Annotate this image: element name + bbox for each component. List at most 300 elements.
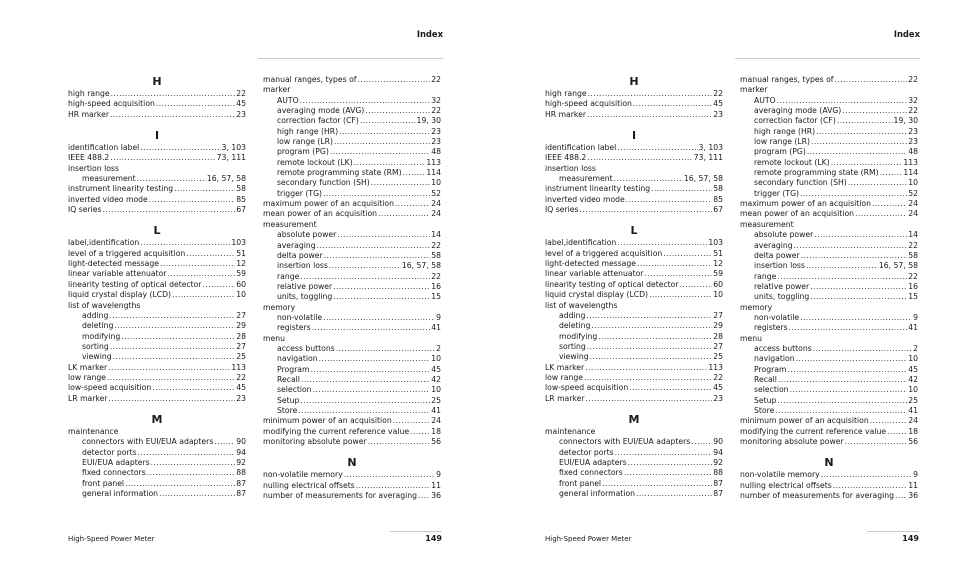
dot-leader [807,147,907,157]
entry-term: menu [740,333,762,343]
index-section-letter: L [153,224,161,238]
page-reference: 24 [908,416,918,426]
entry-term: nulling electrical offsets [263,480,355,490]
index-subentry [263,375,441,385]
dot-leader [811,137,907,147]
index-subentry [263,354,441,364]
dot-leader [358,75,431,85]
entry-term: high range [545,89,587,98]
entry-term: deleting [559,321,591,331]
running-header: Index [893,29,920,39]
index-entry [545,89,723,99]
index-subentry [263,292,441,302]
dot-leader [777,96,908,106]
entry-term: selection [754,385,789,395]
page-reference: 23 [236,393,246,403]
entry-term: low range [545,372,583,382]
entry-term: non-volatile [277,312,323,322]
index-entry [263,303,441,313]
dot-leader [121,332,235,342]
index-entry [68,394,246,404]
dot-leader [167,269,235,279]
index-subentry [740,354,918,364]
index-entry [740,303,918,313]
index-entry [545,164,723,174]
dot-leader [790,385,908,395]
index-subentry [545,458,723,468]
index-subentry [740,168,918,178]
entry-term: low range (LR) [277,137,333,147]
entry-term: maintenance [545,426,596,436]
index-subentry [740,406,918,416]
page-reference: 87 [236,478,246,488]
index-subentry [545,321,723,331]
page-reference: 16 [908,281,918,291]
index-entry [68,143,246,153]
page-reference: 18 [908,426,918,436]
index-entry [740,470,918,480]
dot-leader [821,470,912,480]
page-reference: 88 [713,468,723,478]
dot-leader [138,448,236,458]
index-subentry [68,468,246,478]
dot-leader [214,437,235,447]
dot-leader [317,241,431,251]
index-subentry [740,313,918,323]
index-subentry [740,241,918,251]
dot-leader [617,238,707,248]
index-entry [545,269,723,279]
dot-leader [626,195,712,205]
entry-term: EUI/EUA adapters [559,457,627,467]
page-reference: 103 [708,238,723,248]
index-subentry [740,251,918,261]
dot-leader [794,241,908,251]
dot-leader [323,189,430,199]
page-reference: 52 [908,188,918,198]
page-reference: 15 [431,292,441,302]
page-reference: 9 [436,312,441,322]
page-reference: 25 [713,352,723,362]
index-subentry [545,479,723,489]
dot-leader [186,249,235,259]
page-reference: 94 [236,447,246,457]
entry-term: averaging mode (AVG) [277,106,365,116]
page-reference: 67 [236,205,246,215]
entry-term: HR marker [545,109,586,119]
entry-term: detector ports [559,447,614,457]
entry-term: general information [82,489,159,498]
entry-term: AUTO [277,95,299,105]
dot-leader [300,96,431,106]
dot-leader [110,110,235,120]
dot-leader [837,116,893,126]
dot-leader [156,99,235,109]
index-entry [545,427,723,437]
page-reference: 25 [431,395,441,405]
footer-doc-title: High-Speed Power Meter [545,535,632,543]
page-reference: 28 [713,331,723,341]
index-subentry [545,332,723,342]
index-section-letter: H [629,75,639,88]
dot-leader [663,249,712,259]
page-reference: 16, 57, 58 [206,174,246,184]
page-reference: 51 [713,248,723,258]
section-gap [545,215,723,224]
entry-term: high range (HR) [277,126,339,136]
dot-leader [360,116,416,126]
page-reference: 22 [908,240,918,250]
entry-term: high-speed acquisition [68,99,155,109]
index-subentry [263,272,441,282]
dot-leader [301,375,430,385]
index-entry [68,249,246,259]
entry-term: number of measurements for averaging [740,491,895,501]
entry-term: measurement [740,219,794,229]
dot-leader [336,344,435,354]
entry-term: non-volatile memory [263,470,343,480]
index-subentry [740,375,918,385]
entry-term: label,identification [68,238,140,248]
page-reference: 113 [426,157,441,167]
entry-term: Recall [754,374,777,384]
entry-term: IEEE 488.2 [68,153,110,163]
index-entry [740,75,918,85]
index-entry [68,427,246,437]
page-reference: 52 [431,188,441,198]
index-subentry [545,489,723,499]
entry-term: remote programming state (RM) [754,168,879,178]
entry-term: units, toggling [754,292,810,302]
page-reference: 12 [713,259,723,269]
footer-doc-title: High-Speed Power Meter [68,535,155,543]
index-subentry [263,127,441,137]
index-entry [68,363,246,373]
page-reference: 113 [708,362,723,372]
page-reference: 10 [236,290,246,300]
page-reference: 87 [236,489,246,498]
entry-term: light-detected message [545,259,637,269]
page-reference: 113 [231,362,246,372]
entry-term: level of a triggered acquisition [545,248,663,258]
dot-leader [800,313,912,323]
entry-term: maintenance [68,426,119,436]
dot-leader [778,375,907,385]
entry-term: liquid crystal display (LCD) [545,290,649,300]
page-reference: 51 [236,248,246,258]
dot-leader [113,352,236,362]
index-entry [545,143,723,153]
index-column-left [545,75,723,499]
dot-leader [203,280,236,290]
index-entry [545,259,723,269]
index-subentry [740,261,918,271]
page-reference: 24 [908,209,918,219]
page-reference: 14 [431,230,441,240]
page-reference: 27 [713,341,723,351]
entry-term: viewing [559,352,589,362]
page-reference: 90 [236,437,246,447]
page-reference: 45 [713,383,723,393]
index-subentry [740,147,918,157]
entry-term: non-volatile [754,312,800,322]
dot-leader [410,427,430,437]
dot-leader [833,481,907,491]
page-reference: 41 [431,406,441,415]
page-reference: 94 [713,447,723,457]
page-reference: 10 [908,354,918,364]
entry-term: manual ranges, types of [740,75,834,84]
section-gap [68,404,246,413]
page-reference: 3, 103 [698,143,723,153]
page-reference: 58 [908,250,918,260]
index-entry [263,437,441,447]
dot-leader [602,479,712,489]
index-subentry [545,468,723,478]
index-entry [263,470,441,480]
dot-leader [344,470,435,480]
page-reference: 45 [236,383,246,393]
index-subentry [263,282,441,292]
dot-leader [324,251,431,261]
index-section-letter: I [154,129,160,143]
entry-term: registers [754,323,788,333]
index-subentry [740,385,918,395]
index-subentry [740,127,918,137]
entry-term: navigation [754,354,795,364]
entry-term: access buttons [754,343,812,353]
index-entry [263,75,441,85]
page-reference: 48 [431,147,441,157]
page-reference: 92 [713,457,723,467]
index-subentry [68,437,246,447]
index-entry [545,99,723,109]
entry-term: memory [263,302,296,312]
index-section-letter: M [628,412,640,426]
index-section-letter: L [630,224,638,238]
entry-term: identification label [545,143,617,153]
page-reference: 11 [908,480,918,490]
index-entry [263,427,441,437]
page-reference: 32 [908,95,918,105]
dot-leader [584,373,712,383]
page-reference: 103 [231,238,246,248]
entry-term: Setup [754,395,777,405]
index-subentry [263,344,441,354]
page-reference: 10 [431,354,441,364]
page-reference: 19, 30 [893,116,918,126]
entry-term: range [754,271,777,281]
index-page-right [477,0,954,580]
index-entry [740,481,918,491]
page-reference: 27 [236,341,246,351]
index-entry [740,220,918,230]
index-subentry [263,147,441,157]
page-reference: 19, 30 [416,116,441,126]
index-subentry [68,489,246,499]
index-subentry [545,342,723,352]
section-gap [545,120,723,129]
entry-term: program (PG) [754,147,806,157]
entry-term: range [277,271,300,281]
index-entry [263,209,441,219]
index-section-letter: N [347,456,357,470]
page-reference: 24 [431,209,441,219]
index-subentry [68,174,246,184]
index-subentry [740,365,918,375]
entry-term: averaging [277,240,316,250]
index-subentry [263,168,441,178]
index-entry [545,110,723,120]
page-reference: 16, 57, 58 [401,261,441,271]
entry-term: insertion loss [545,163,596,173]
dot-leader [329,261,401,271]
entry-term: modifying the current reference value [263,426,410,436]
index-subentry [740,323,918,333]
index-entry [740,491,918,501]
page-reference: 56 [431,437,441,447]
page-reference: 16 [431,281,441,291]
index-subentry [263,323,441,333]
dot-leader [103,205,236,215]
index-entry [545,383,723,393]
dot-leader [586,394,713,404]
entry-term: insertion loss [754,261,805,271]
dot-leader [806,261,878,271]
page-reference: 24 [431,199,441,209]
entry-term: LR marker [68,393,108,403]
index-subentry [68,458,246,468]
index-entry [545,280,723,290]
page-reference: 23 [713,393,723,403]
page-reference: 22 [236,372,246,382]
page-reference: 22 [908,106,918,116]
page-reference: 41 [908,323,918,333]
page-reference: 12 [236,259,246,269]
entry-term: IQ series [68,205,102,215]
entry-term: modifying [559,331,598,341]
page-reference: 41 [431,323,441,333]
dot-leader [624,468,712,478]
index-subentry [263,396,441,406]
entry-term: instrument linearity testing [68,184,174,194]
page-reference: 45 [713,99,723,109]
dot-leader [872,199,907,209]
page-reference: 16, 57, 58 [878,261,918,271]
entry-term: fixed connectors [559,468,623,478]
index-subentry [263,116,441,126]
dot-leader [649,290,712,300]
dot-leader [393,416,431,426]
dot-leader [590,352,713,362]
index-entry [68,195,246,205]
index-subentry [263,313,441,323]
entry-term: memory [740,302,773,312]
index-subentry [68,332,246,342]
page-reference: 42 [431,374,441,384]
dot-leader [637,259,712,269]
index-entry [545,195,723,205]
page-reference: 23 [236,109,246,119]
index-subentry [263,178,441,188]
index-entry [68,238,246,248]
header-rule [735,58,920,59]
index-entry [68,89,246,99]
entry-term: modifying the current reference value [740,426,887,436]
entry-term: delta power [754,250,800,260]
page-reference: 22 [713,89,723,98]
entry-term: trigger (TG) [754,188,800,198]
index-subentry [263,106,441,116]
dot-leader [816,127,907,137]
dot-leader [339,127,430,137]
entry-term: marker [263,85,291,95]
entry-term: relative power [754,281,810,291]
index-subentry [740,230,918,240]
index-subentry [740,282,918,292]
index-entry [740,85,918,95]
entry-term: linear variable attenuator [68,269,167,279]
index-section-letter: I [631,129,637,143]
page-reference: 10 [431,385,441,395]
dot-leader [691,437,712,447]
page-reference: 23 [908,137,918,147]
page-reference: 9 [913,470,918,480]
dot-leader [777,272,907,282]
dot-leader [680,280,713,290]
entry-term: EUI/EUA adapters [82,457,150,467]
dot-leader [617,143,697,153]
section-gap [68,120,246,129]
index-entry [68,184,246,194]
index-entry [740,334,918,344]
index-entry [545,373,723,383]
entry-term: units, toggling [277,292,333,302]
dot-leader [591,321,712,331]
entry-term: nulling electrical offsets [740,480,832,490]
dot-leader [789,323,908,333]
entry-term: fixed connectors [82,468,146,478]
entry-term: Recall [277,374,300,384]
page-reference: 22 [431,240,441,250]
dot-leader [140,238,230,248]
page-reference: 73, 111 [216,153,246,163]
dot-leader [365,106,430,116]
page-reference: 9 [913,312,918,322]
entry-term: Store [277,406,298,415]
dot-leader [109,394,236,404]
page-reference: 45 [431,364,441,374]
entry-term: level of a triggered acquisition [68,248,186,258]
page-reference: 25 [236,352,246,362]
page-reference: 2 [913,343,918,353]
entry-term: label,identification [545,238,617,248]
page-reference: 3, 103 [221,143,246,153]
dot-leader [333,292,430,302]
index-entry [68,205,246,215]
dot-leader [777,396,907,406]
entry-term: connectors with EUI/EUA adapters [82,437,214,447]
dot-leader [107,373,235,383]
entry-term: LK marker [545,362,585,372]
entry-term: IQ series [545,205,579,215]
index-entry [545,394,723,404]
index-subentry [263,137,441,147]
index-section-letter: M [151,412,163,426]
page-reference: 113 [903,157,918,167]
entry-term: navigation [277,354,318,364]
entry-term: Setup [277,395,300,405]
